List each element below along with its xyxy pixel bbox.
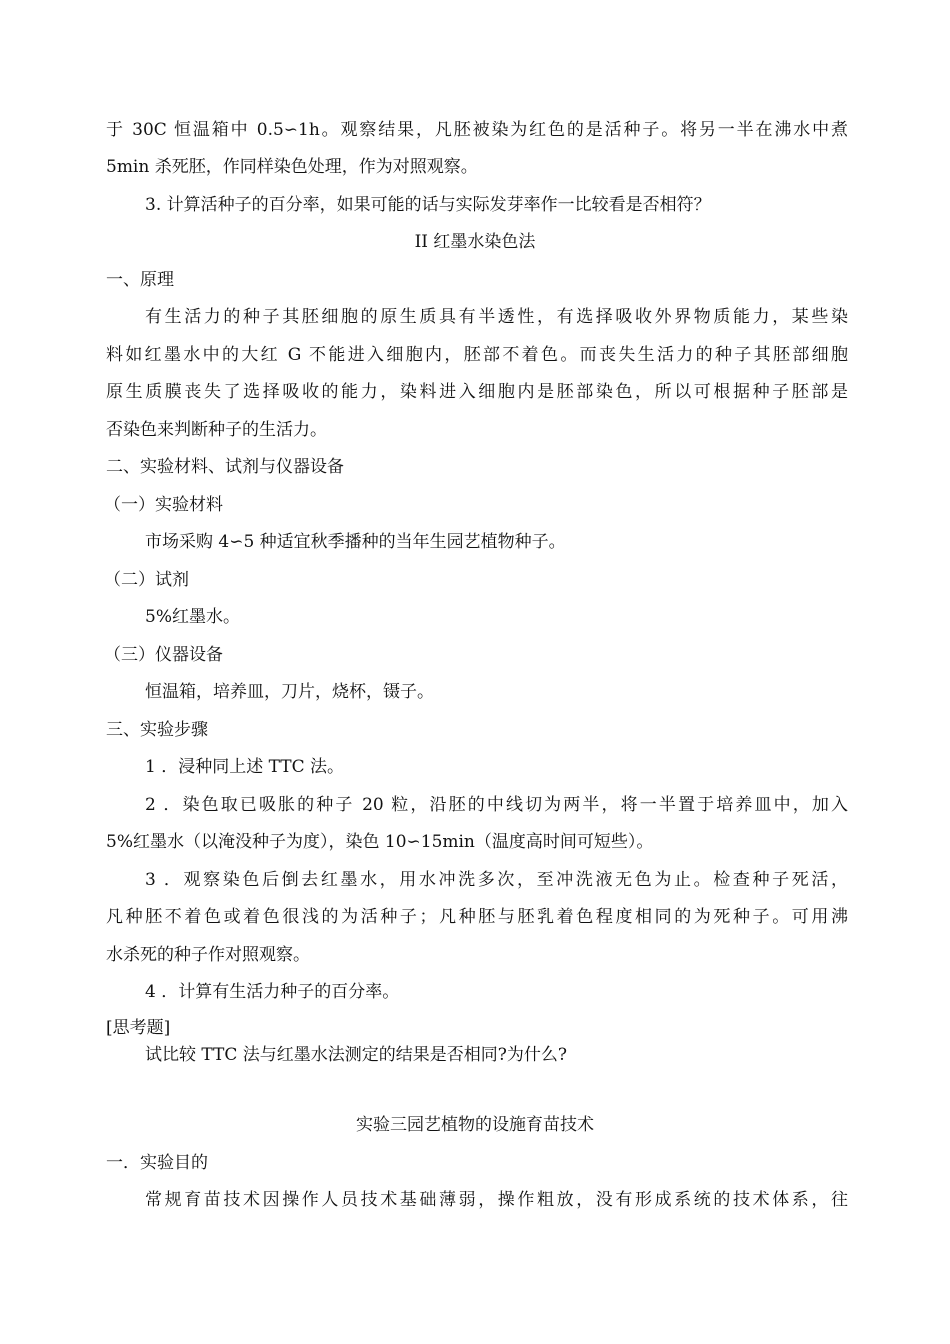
paragraph-line: 否染色来判断种子的生活力。	[106, 420, 327, 440]
experiment-title: 实验三园艺植物的设施育苗技术	[356, 1115, 594, 1135]
step-3-line: 3. 计算活种子的百分率，如果可能的话与实际发芽率作一比较看是否相符？	[145, 195, 711, 215]
subsection-heading: 二、实验材料、试剂与仪器设备	[106, 457, 344, 477]
paragraph-line: 市场采购 4∽5 种适宜秋季播种的当年生园艺植物种子。	[145, 532, 566, 552]
paragraph-line: 恒温箱，培养皿，刀片，烧杯，镊子。	[145, 682, 434, 702]
subsection-heading: 三、实验步骤	[106, 720, 208, 740]
section-heading: II 红墨水染色法	[414, 232, 536, 252]
paragraph-line: 5%红墨水（以淹没种子为度），染色 10∽15min（温度高时间可短些）。	[106, 832, 654, 852]
step-line: 2 ．染色取已吸胀的种子 20 粒，沿胚的中线切为两半，将一半置于培养皿中，加入	[145, 795, 848, 815]
questions-heading: [思考题]	[106, 1018, 171, 1038]
subsection-heading: 一．实验目的	[106, 1153, 208, 1173]
sub-label: （一）实验材料	[104, 495, 223, 515]
paragraph-line: 水杀死的种子作对照观察。	[106, 945, 310, 965]
paragraph-line: 5min 杀死胚，作同样染色处理，作为对照观察。	[106, 157, 478, 177]
sub-label: （三）仪器设备	[104, 645, 223, 665]
step-line: 4 ．计算有生活力种子的百分率。	[145, 982, 400, 1002]
subsection-heading: 一、原理	[106, 270, 174, 290]
paragraph-line: 5%红墨水。	[145, 607, 240, 627]
step-line: 3 ．观察染色后倒去红墨水，用水冲洗多次，至冲洗液无色为止。检查种子死活，	[145, 870, 848, 890]
step-line: 1 ．浸种同上述 TTC 法。	[145, 757, 345, 777]
paragraph-line: 于 30C 恒温箱中 0.5∽1h。观察结果，凡胚被染为红色的是活种子。将另一半在沸水中煮	[106, 120, 848, 140]
question-line: 试比较 TTC 法与红墨水法测定的结果是否相同?为什么?	[145, 1045, 568, 1065]
paragraph-line: 常规育苗技术因操作人员技术基础薄弱，操作粗放，没有形成系统的技术体系，往	[145, 1190, 848, 1210]
sub-label: （二）试剂	[104, 570, 189, 590]
paragraph-line: 原生质膜丧失了选择吸收的能力，染料进入细胞内是胚部染色，所以可根据种子胚部是	[106, 382, 848, 402]
paragraph-line: 有生活力的种子其胚细胞的原生质具有半透性，有选择吸收外界物质能力，某些染	[145, 307, 848, 327]
paragraph-line: 凡种胚不着色或着色很浅的为活种子；凡种胚与胚乳着色程度相同的为死种子。可用沸	[106, 907, 848, 927]
paragraph-line: 料如红墨水中的大红 G 不能进入细胞内，胚部不着色。而丧失生活力的种子其胚部细胞	[106, 345, 848, 365]
